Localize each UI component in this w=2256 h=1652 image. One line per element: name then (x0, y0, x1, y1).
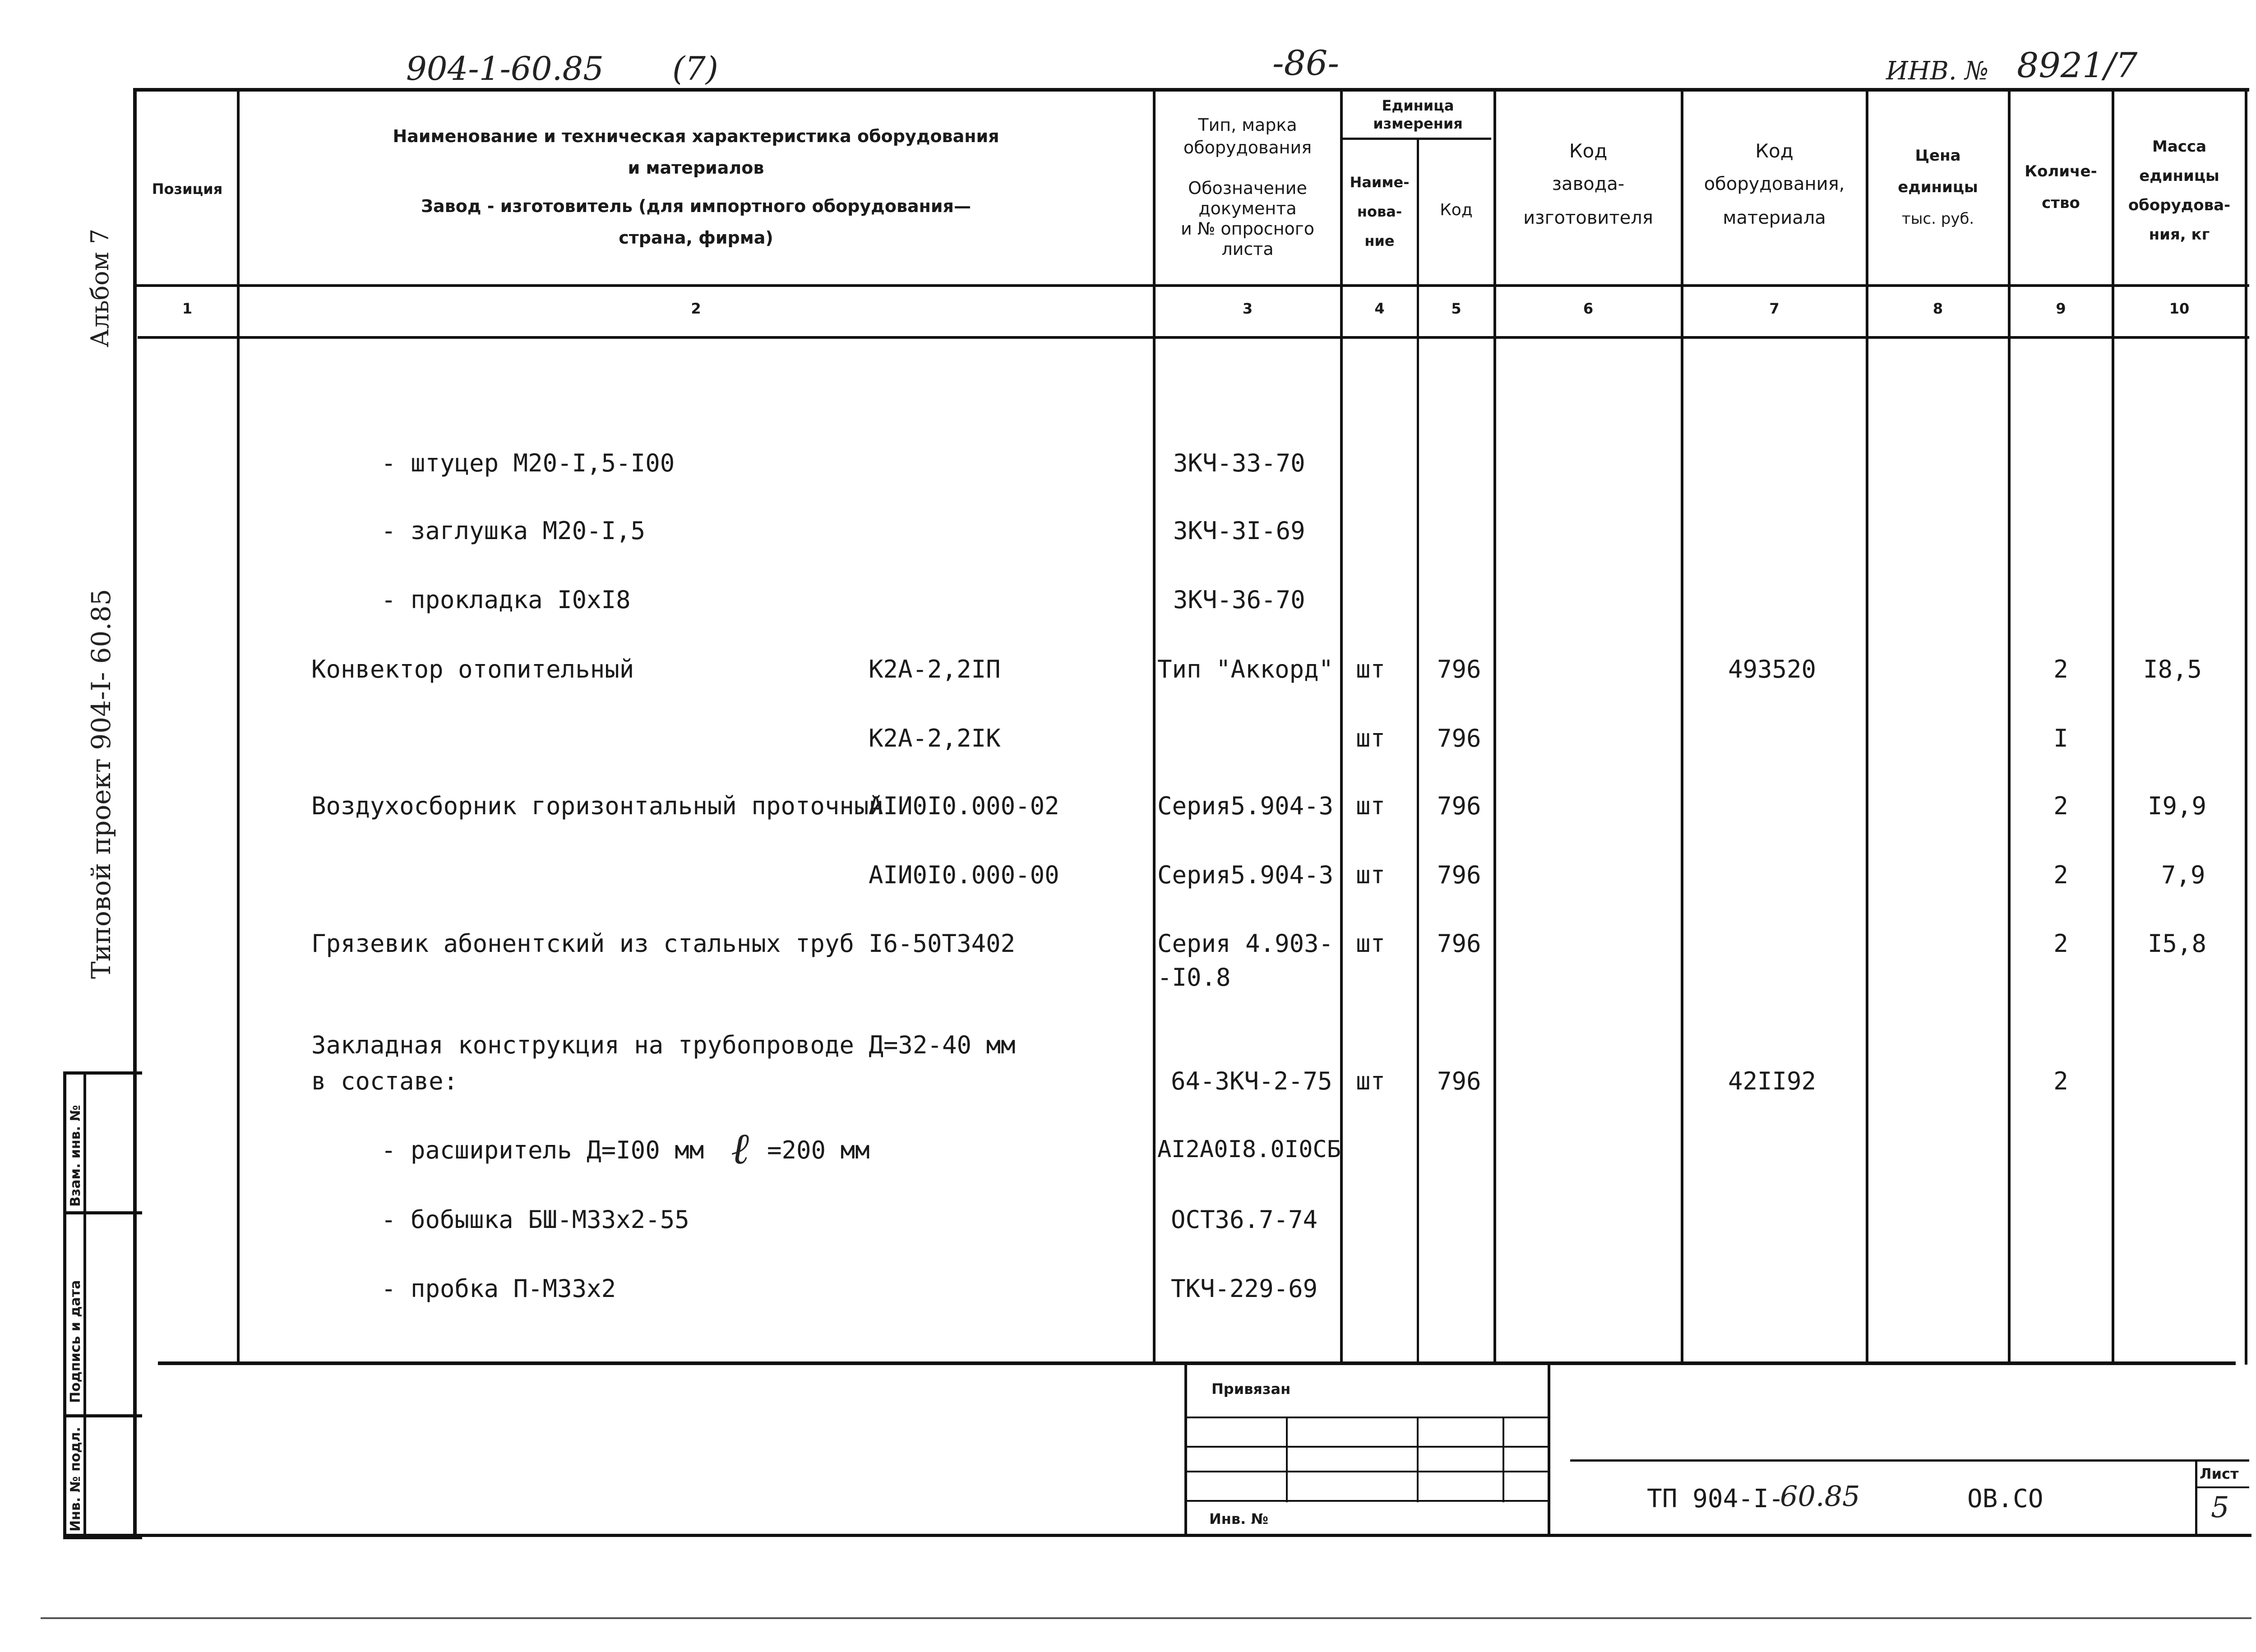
row-quantity: 2 (2053, 861, 2068, 889)
binding-box-left (1184, 1363, 1187, 1535)
album-label: Альбом 7 (86, 228, 114, 347)
col-sep-2 (1153, 88, 1156, 1365)
row-item-type: Тип "Аккорд" (1157, 655, 1334, 683)
row-item-type: ТКЧ-229-69 (1171, 1274, 1318, 1303)
col-sep-5 (1493, 88, 1496, 1365)
header-equipment-code-line2: оборудования, (1704, 174, 1845, 194)
document-designation-handwritten: 60.85 (1780, 1480, 1860, 1513)
sheet-number: 5 (2211, 1491, 2229, 1524)
row-item-name: - прокладка I0xI8 (381, 586, 631, 614)
row-item-mark: АIИ0I0.000-00 (869, 861, 1059, 889)
sheet-box-divider (2195, 1486, 2249, 1488)
issue-number: (7) (672, 50, 718, 88)
header-equipment-code-line3: материала (1723, 208, 1826, 228)
column-number: 10 (2169, 300, 2190, 317)
binding-cell-sep (1502, 1417, 1504, 1502)
row-item-name-line1: Закладная конструкция на трубопроводе Д=32-40 мм (311, 1031, 1016, 1059)
row-item-mark: АIИ0I0.000-02 (869, 792, 1059, 820)
header-price-line2: единицы (1898, 178, 1978, 196)
inventory-label: ИНВ. № (1886, 56, 1989, 86)
col-sep-3 (1340, 88, 1343, 1365)
row-item-name: - пробка П-М33х2 (381, 1274, 616, 1303)
row-unit-code: 796 (1437, 1067, 1481, 1095)
row-unit-code: 796 (1437, 724, 1481, 752)
row-item-type: ЗКЧ-33-70 (1173, 449, 1305, 477)
row-item-type: ЗКЧ-36-70 (1173, 586, 1305, 614)
row-unit-code: 796 (1437, 655, 1481, 683)
table-right-border (2245, 88, 2247, 1365)
header-type-line1: Тип, марка (1198, 115, 1297, 135)
row-item-name-suffix: =200 мм (767, 1136, 870, 1164)
row-item-name: Конвектор отопительный (311, 655, 634, 683)
row-item-type: Серия5.904-3 (1157, 792, 1334, 820)
column-number-bottom-border (138, 336, 2249, 339)
binding-row-line (1184, 1417, 1550, 1418)
row-unit: шт (1356, 655, 1386, 683)
row-item-name: - штуцер М20-I,5-I00 (381, 449, 675, 477)
col-sep-7 (1866, 88, 1868, 1365)
row-unit: шт (1356, 1067, 1386, 1095)
inventory-number-label: Инв. № (1209, 1510, 1268, 1527)
row-mass: I8,5 (2143, 655, 2202, 683)
binding-cell-sep (1286, 1417, 1288, 1502)
row-equipment-code: 493520 (1728, 655, 1817, 683)
header-name-line2: и материалов (628, 158, 764, 178)
row-unit: шт (1356, 724, 1386, 752)
col-sep-9 (2112, 88, 2114, 1365)
row-unit-code: 796 (1437, 861, 1481, 889)
binding-box-right (1548, 1363, 1550, 1535)
row-mass: 7,9 (2161, 861, 2205, 889)
binding-row-line (1184, 1446, 1550, 1448)
row-unit-code: 796 (1437, 929, 1481, 958)
row-mass: I5,8 (2148, 929, 2207, 958)
script-l-symbol: ℓ (731, 1123, 749, 1174)
header-manufacturer-code-line1: Код (1569, 140, 1608, 162)
row-unit-code: 796 (1437, 792, 1481, 820)
row-quantity: 2 (2053, 792, 2068, 820)
document-mark: ОВ.СО (1967, 1484, 2043, 1514)
row-quantity: 2 (2053, 655, 2068, 683)
header-equipment-code-line1: Код (1755, 140, 1794, 162)
col-sep-4 (1417, 140, 1419, 1365)
document-designation: ТП 904-I- (1647, 1484, 1784, 1514)
stamp-label-signature-date: Подпись и дата (68, 1280, 83, 1403)
col-sep-6 (1681, 88, 1683, 1365)
document-code: 904-1-60.85 (406, 50, 604, 88)
header-mass-line3: оборудова- (2128, 196, 2231, 214)
column-number: 9 (2056, 300, 2066, 317)
column-number: 5 (1451, 300, 1461, 317)
column-number: 7 (1769, 300, 1780, 317)
column-number: 4 (1374, 300, 1385, 317)
binding-row-line (1184, 1500, 1550, 1502)
stamp-box-divider-1 (63, 1211, 142, 1214)
header-type-line2: оборудования (1183, 138, 1312, 157)
row-unit: шт (1356, 792, 1386, 820)
row-item-name: - заглушка М20-I,5 (381, 517, 646, 545)
row-equipment-code: 42II92 (1728, 1067, 1817, 1095)
header-mass-line4: ния, кг (2149, 226, 2210, 244)
binding-cell-sep (1417, 1417, 1419, 1502)
footer-bottom-border (63, 1534, 2251, 1537)
row-unit: шт (1356, 929, 1386, 958)
header-unit-name-line2: нова- (1357, 203, 1402, 220)
header-type-line5: и № опросного (1180, 219, 1315, 239)
table-top-border (133, 88, 2249, 92)
header-mass-line2: единицы (2139, 167, 2219, 185)
col-sep-1 (237, 88, 240, 1365)
row-mass: I9,9 (2148, 792, 2207, 820)
row-item-type: Серия5.904-3 (1157, 861, 1334, 889)
header-quantity-line1: Количе- (2025, 162, 2097, 180)
row-item-type: АI2А0I8.0I0СБ (1157, 1136, 1341, 1163)
header-unit-code: Код (1440, 201, 1473, 219)
header-manufacturer-code-line2: завода- (1552, 174, 1625, 194)
row-item-mark: I6-50ТЗ402 (869, 929, 1016, 958)
row-item-type-line2: -I0.8 (1157, 963, 1231, 992)
row-item-name: Воздухосборник горизонтальный проточный (311, 792, 883, 820)
header-mass-line1: Масса (2152, 138, 2207, 156)
column-number: 2 (691, 300, 701, 317)
header-type-line3: Обозначение (1188, 178, 1307, 198)
header-unit-name-line1: Наиме- (1350, 174, 1410, 191)
row-unit: шт (1356, 861, 1386, 889)
table-left-border (133, 88, 137, 1536)
row-item-mark: К2А-2,2IК (869, 724, 1001, 752)
column-number: 3 (1242, 300, 1253, 317)
header-type-line6: листа (1221, 239, 1274, 259)
project-label: Типовой проект 904-I- 60.85 (86, 589, 116, 979)
header-price-line1: Цена (1915, 147, 1961, 165)
binding-label: Привязан (1211, 1380, 1291, 1398)
row-item-name-line2: в составе: (311, 1067, 458, 1095)
header-unit-name-line3: ние (1364, 232, 1395, 249)
header-name-line3: Завод - изготовитель (для импортного оборудования— (421, 196, 971, 216)
column-number: 1 (182, 300, 193, 317)
header-quantity-line2: ство (2042, 194, 2080, 212)
row-item-name: - расширитель Д=I00 мм (381, 1136, 704, 1164)
header-unit-line2: измерения (1373, 115, 1463, 132)
inventory-value: 8921/7 (2017, 45, 2138, 85)
row-item-type: ЗКЧ-3I-69 (1173, 517, 1305, 545)
row-quantity: 2 (2053, 1067, 2068, 1095)
binding-row-line (1184, 1471, 1550, 1472)
stamp-box-left (63, 1071, 66, 1539)
header-position: Позиция (152, 180, 223, 198)
row-quantity: I (2053, 724, 2068, 752)
stamp-label-original-inv: Инв. № подл. (68, 1426, 83, 1532)
column-number: 8 (1932, 300, 1943, 317)
row-item-type: 64-ЗКЧ-2-75 (1171, 1067, 1332, 1095)
row-item-name: - бобышка БШ-М33х2-55 (381, 1205, 689, 1234)
page-number: -86- (1272, 43, 1340, 83)
row-item-type-line1: Серия 4.903- (1157, 929, 1334, 958)
header-unit-line1: Единица (1382, 97, 1454, 114)
row-quantity: 2 (2053, 929, 2068, 958)
sheet-label: Лист (2200, 1465, 2239, 1482)
footer-top-border (158, 1361, 2236, 1365)
row-item-type: ОСТ36.7-74 (1171, 1205, 1318, 1234)
header-name-line4: страна, фирма) (619, 228, 773, 248)
header-manufacturer-code-line3: изготовителя (1523, 208, 1653, 228)
title-block-top-line (1570, 1459, 2249, 1462)
header-bottom-border (133, 284, 2249, 287)
stamp-box-top (63, 1071, 142, 1075)
stamp-box-divider-2 (63, 1414, 142, 1417)
row-item-mark: К2А-2,2IП (869, 655, 1001, 683)
paper-bottom-line (41, 1617, 2251, 1619)
row-item-name: Грязевик абонентский из стальных труб (311, 929, 854, 958)
header-type-line4: документа (1198, 198, 1297, 218)
header-price-line3: тыс. руб. (1901, 210, 1974, 228)
stamp-box-mid (83, 1071, 86, 1539)
column-number: 6 (1583, 300, 1594, 317)
header-name-line1: Наименование и техническая характеристика оборудования (393, 126, 999, 146)
sheet-box-left (2195, 1462, 2197, 1536)
stamp-label-replacement-inv: Взам. инв. № (68, 1105, 83, 1207)
